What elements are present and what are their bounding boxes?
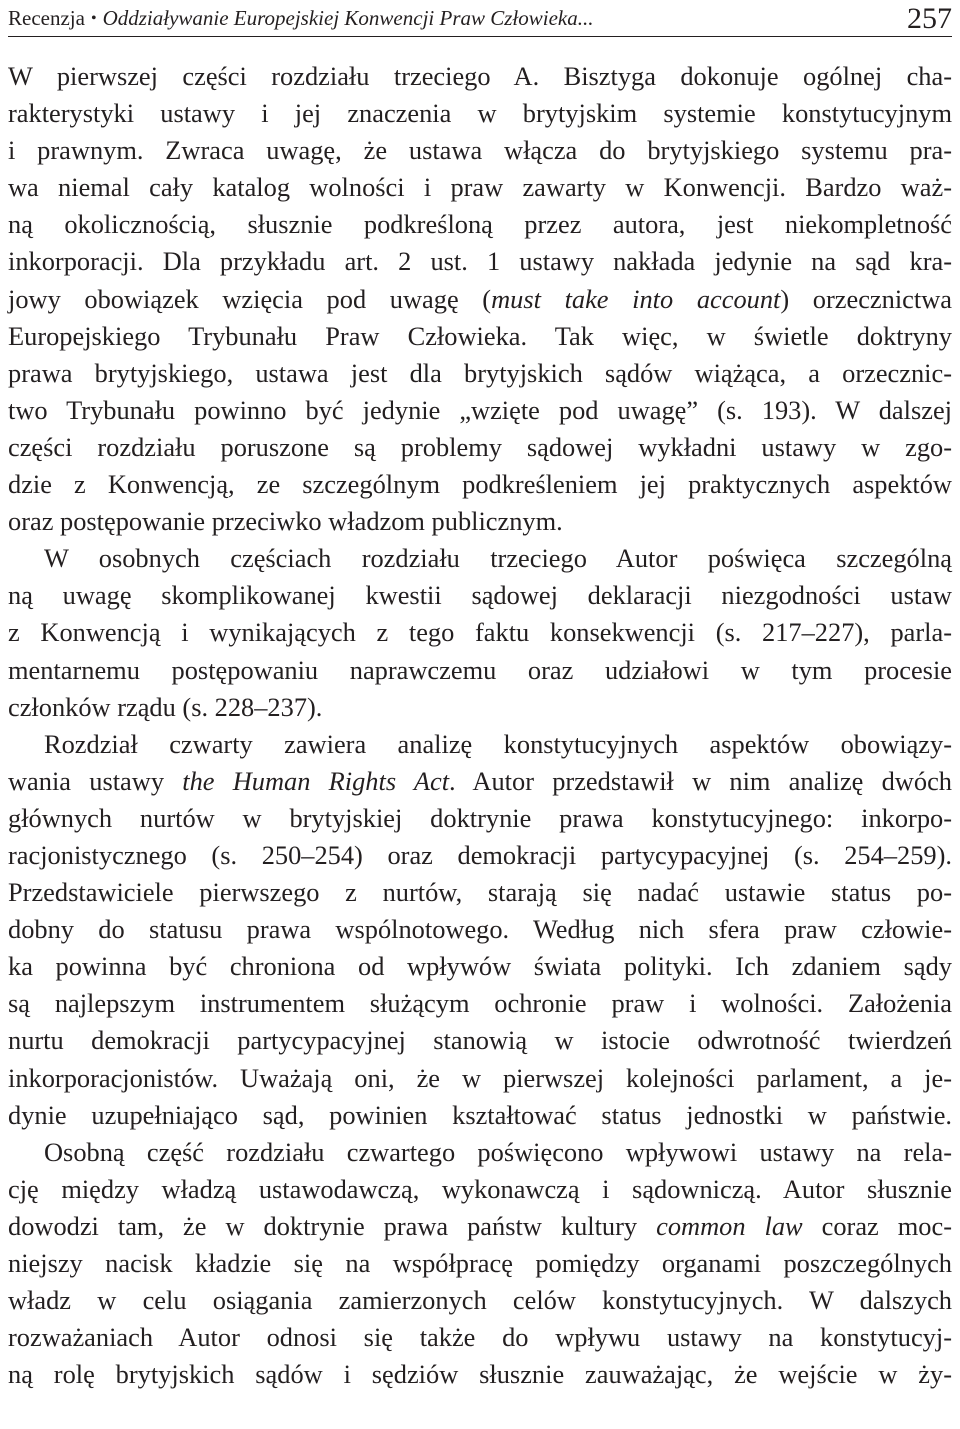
- italic-term: must take into account: [491, 283, 781, 314]
- text-line: ną okolicznością, słusznie podkreśloną przez autora, jest niekompletność: [8, 209, 952, 240]
- text-line: i prawnym. Zwraca uwagę, że ustawa włącza do brytyjskiego systemu pra-: [8, 135, 952, 166]
- text-line: nurtu demokracji partycypacyjnej stanowią w istocie odwrotność twierdzeń: [8, 1025, 952, 1056]
- text-run: coraz moc-: [802, 1210, 952, 1241]
- running-head-left: [8, 6, 594, 31]
- text-line: [8, 763, 952, 800]
- body-text: [8, 58, 952, 1393]
- text-line: [8, 1208, 952, 1245]
- text-run: jowy obowiązek wzięcia pod uwagę (: [8, 283, 492, 314]
- text-line: dobny do statusu prawa wspólnotowego. Według nich sfera praw człowie-: [8, 914, 952, 945]
- paragraph-first-line: Osobną część rozdziału czwartego poświęcono wpływowi ustawy na rela-: [44, 1136, 952, 1167]
- text-line: inkorporacji. Dla przykładu art. 2 ust. 1 ustawy nakłada jedynie na sąd kra-: [8, 246, 952, 277]
- text-line: rakterystyki ustawy i jej znaczenia w brytyjskim systemie konstytucyjnym: [8, 98, 952, 129]
- text-line: części rozdziału poruszone są problemy sądowej wykładni ustawy w zgo-: [8, 431, 952, 462]
- text-line: racjonistycznego (s. 250–254) oraz demokracji partycypacyjnej (s. 254–259).: [8, 839, 952, 870]
- bullet-icon: •: [90, 10, 97, 27]
- text-run: ) orzecznictwa: [780, 283, 952, 314]
- text-line: two Trybunału powinno być jedynie „wzięte pod uwagę” (s. 193). W dalszej: [8, 394, 952, 425]
- italic-term: the Human Rights Act: [182, 765, 450, 796]
- text-line: inkorporacjonistów. Uważają oni, że w pierwszej kolejności parlament, a je-: [8, 1062, 952, 1093]
- running-head-section: Recenzja: [8, 6, 85, 30]
- paragraph-first-line: Rozdział czwarty zawiera analizę konstytucyjnych aspektów obowiązy-: [44, 728, 952, 759]
- paragraph-last-line: oraz postępowanie przeciwko władzom publicznym.: [8, 506, 563, 537]
- text-line: ka powinna być chroniona od wpływów świata polityki. Ich zdaniem sądy: [8, 951, 952, 982]
- text-line: rozważaniach Autor odnosi się także do wpływu ustawy na konstytucyj-: [8, 1322, 952, 1353]
- text-run: . Autor przedstawił w nim analizę dwóch: [449, 765, 952, 796]
- text-line: [8, 281, 952, 318]
- text-line: W pierwszej części rozdziału trzeciego A. Bisztyga dokonuje ogólnej cha-: [8, 61, 952, 91]
- paragraph-first-line: W osobnych częściach rozdziału trzeciego Autor poświęca szczególną: [44, 543, 952, 574]
- italic-term: common law: [656, 1210, 803, 1241]
- text-run: dowodzi tam, że w doktrynie prawa państw kultury: [8, 1210, 657, 1241]
- text-run: wania ustawy: [8, 765, 183, 796]
- text-line: ną rolę brytyjskich sądów i sędziów słusznie zauważając, że wejście w ży-: [8, 1359, 952, 1390]
- text-line: z Konwencją i wynikających z tego faktu konsekwencji (s. 217–227), parla-: [8, 617, 952, 648]
- page-number: 257: [907, 2, 952, 35]
- text-line: Europejskiego Trybunału Praw Człowieka. Tak więc, w świetle doktryny: [8, 320, 952, 351]
- text-line: Przedstawiciele pierwszego z nurtów, starają się nadać ustawie status po-: [8, 877, 952, 908]
- text-line: są najlepszym instrumentem służącym ochronie praw i wolności. Założenia: [8, 988, 952, 1019]
- text-line: dynie uzupełniająco sąd, powinien kształtować status jednostki w państwie.: [8, 1099, 952, 1130]
- text-line: prawa brytyjskiego, ustawa jest dla brytyjskich sądów wiążąca, a orzecznic-: [8, 357, 952, 388]
- text-line: wa niemal cały katalog wolności i praw zawarty w Konwencji. Bardzo waż-: [8, 172, 952, 203]
- text-line: mentarnemu postępowaniu naprawczemu oraz udziałowi w tym procesie: [8, 654, 952, 685]
- running-head: [8, 2, 952, 37]
- text-line: cję między władzą ustawodawczą, wykonawczą i sądowniczą. Autor słusznie: [8, 1173, 952, 1204]
- text-line: niejszy nacisk kładzie się na współpracę pomiędzy organami poszczególnych: [8, 1248, 952, 1278]
- running-head-title: Oddziaływanie Europejskiej Konwencji Praw Człowieka...: [102, 6, 594, 30]
- text-line: głównych nurtów w brytyjskiej doktrynie prawa konstytucyjnego: inkorpo-: [8, 802, 952, 833]
- text-line: dzie z Konwencją, ze szczególnym podkreśleniem jej praktycznych aspektów: [8, 469, 952, 500]
- text-line: ną uwagę skomplikowanej kwestii sądowej deklaracji niezgodności ustaw: [8, 580, 952, 611]
- text-line: władz w celu osiągania zamierzonych celów konstytucyjnych. W dalszych: [8, 1285, 952, 1316]
- paragraph-last-line: członków rządu (s. 228–237).: [8, 691, 323, 722]
